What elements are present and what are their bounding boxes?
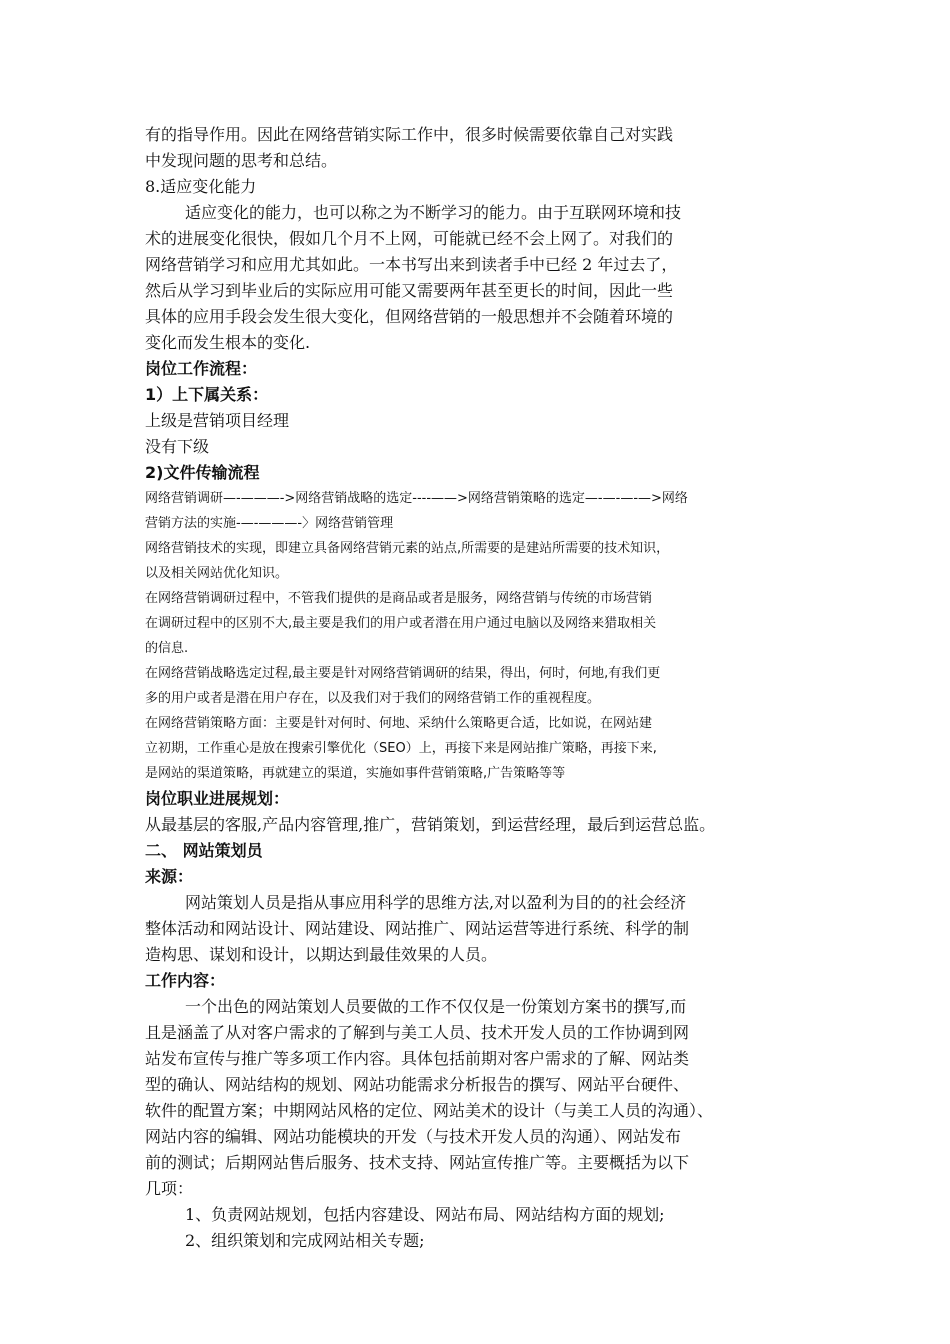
text-line: 网络营销调研—-———->网络营销战略的选定----——>网络营销策略的选定—-—-—-—>网络 bbox=[145, 491, 688, 506]
text-line: 一个出色的网站策划人员要做的工作不仅仅是一份策划方案书的撰写,而 bbox=[185, 997, 687, 1016]
section-heading: 工作内容： bbox=[145, 971, 226, 990]
section-heading: 岗位职业进展规划： bbox=[145, 789, 290, 808]
text-line: 网站内容的编辑、网站功能模块的开发（与技术开发人员的沟通）、网站发布 bbox=[145, 1127, 682, 1146]
text-line: 且是涵盖了从对客户需求的了解到与美工人员、技术开发人员的工作协调到网 bbox=[145, 1023, 690, 1042]
text-line: 站发布宣传与推广等多项工作内容。具体包括前期对客户需求的了解、网站类 bbox=[145, 1049, 690, 1068]
text-line: 变化而发生根本的变化. bbox=[145, 333, 311, 352]
text-line: 术的进展变化很快，假如几个月不上网，可能就已经不会上网了。对我们的 bbox=[145, 229, 674, 248]
text-line: 在调研过程中的区别不大,最主要是我们的用户或者潜在用户通过电脑以及网络来猎取相关 bbox=[145, 616, 657, 631]
section-heading: 1）上下属关系： bbox=[145, 385, 269, 404]
text-line: 具体的应用手段会发生很大变化，但网络营销的一般思想并不会随着环境的 bbox=[145, 307, 674, 326]
text-line: 适应变化的能力，也可以称之为不断学习的能力。由于互联网环境和技 bbox=[185, 203, 682, 222]
text-line: 网络营销技术的实现，即建立具备网络营销元素的站点,所需要的是建站所需要的技术知识， bbox=[145, 541, 670, 556]
text-line: 整体活动和网站设计、网站建设、网站推广、网站运营等进行系统、科学的制 bbox=[145, 919, 690, 938]
text-line: 网络营销学习和应用尤其如此。一本书写出来到读者手中已经 2 年过去了， bbox=[145, 255, 678, 274]
text-line: 几项： bbox=[145, 1179, 194, 1198]
text-line: 在网络营销策略方面：主要是针对何时、何地、采纳什么策略更合适，比如说，在网站建 bbox=[145, 716, 653, 731]
text-line: 网站策划人员是指从事应用科学的思维方法,对以盈利为目的的社会经济 bbox=[185, 893, 687, 912]
text-line: 在网络营销调研过程中，不管我们提供的是商品或者是服务，网络营销与传统的市场营销 bbox=[145, 591, 653, 606]
text-line: 营销方法的实施-—-———-〉网络营销管理 bbox=[145, 516, 394, 531]
text-line: 型的确认、网站结构的规划、网站功能需求分析报告的撰写、网站平台硬件、 bbox=[145, 1075, 690, 1094]
document-body bbox=[145, 122, 825, 1254]
section-heading: 2)文件传输流程 bbox=[145, 463, 260, 482]
text-line: 有的指导作用。因此在网络营销实际工作中，很多时候需要依靠自己对实践 bbox=[145, 125, 674, 144]
text-line: 然后从学习到毕业后的实际应用可能又需要两年甚至更长的时间，因此一些 bbox=[145, 281, 674, 300]
section-heading: 岗位工作流程： bbox=[145, 359, 258, 378]
text-line: 多的用户或者是潜在用户存在，以及我们对于我们的网络营销工作的重视程度。 bbox=[145, 691, 601, 706]
section-heading: 来源： bbox=[145, 867, 194, 886]
text-line: 软件的配置方案；中期网站风格的定位、网站美术的设计（与美工人员的沟通）、 bbox=[145, 1101, 714, 1120]
text-line: 以及相关网站优化知识。 bbox=[145, 566, 289, 581]
text-line: 没有下级 bbox=[145, 437, 210, 456]
text-line: 造构思、谋划和设计，以期达到最佳效果的人员。 bbox=[145, 945, 498, 964]
text-line: 从最基层的客服,产品内容管理,推广，营销策划，到运营经理，最后到运营总监。 bbox=[145, 815, 716, 834]
text-line: 2、组织策划和完成网站相关专题; bbox=[185, 1231, 425, 1250]
text-line: 立初期，工作重心是放在搜索引擎优化（SEO）上，再接下来是网站推广策略，再接下来, bbox=[145, 741, 657, 756]
text-line: 8.适应变化能力 bbox=[145, 177, 257, 196]
text-line: 在网络营销战略选定过程,最主要是针对网络营销调研的结果，得出，何时，何地,有我们更 bbox=[145, 666, 661, 681]
text-line: 中发现问题的思考和总结。 bbox=[145, 151, 338, 170]
text-line: 1、负责网站规划，包括内容建设、网站布局、网站结构方面的规划; bbox=[185, 1205, 665, 1224]
text-line: 的信息. bbox=[145, 641, 189, 656]
text-line: 上级是营销项目经理 bbox=[145, 411, 290, 430]
text-line: 前的测试；后期网站售后服务、技术支持、网站宣传推广等。主要概括为以下 bbox=[145, 1153, 690, 1172]
section-heading: 二、 网站策划员 bbox=[145, 841, 263, 860]
text-line: 是网站的渠道策略，再就建立的渠道，实施如事件营销策略,广告策略等等 bbox=[145, 766, 566, 781]
